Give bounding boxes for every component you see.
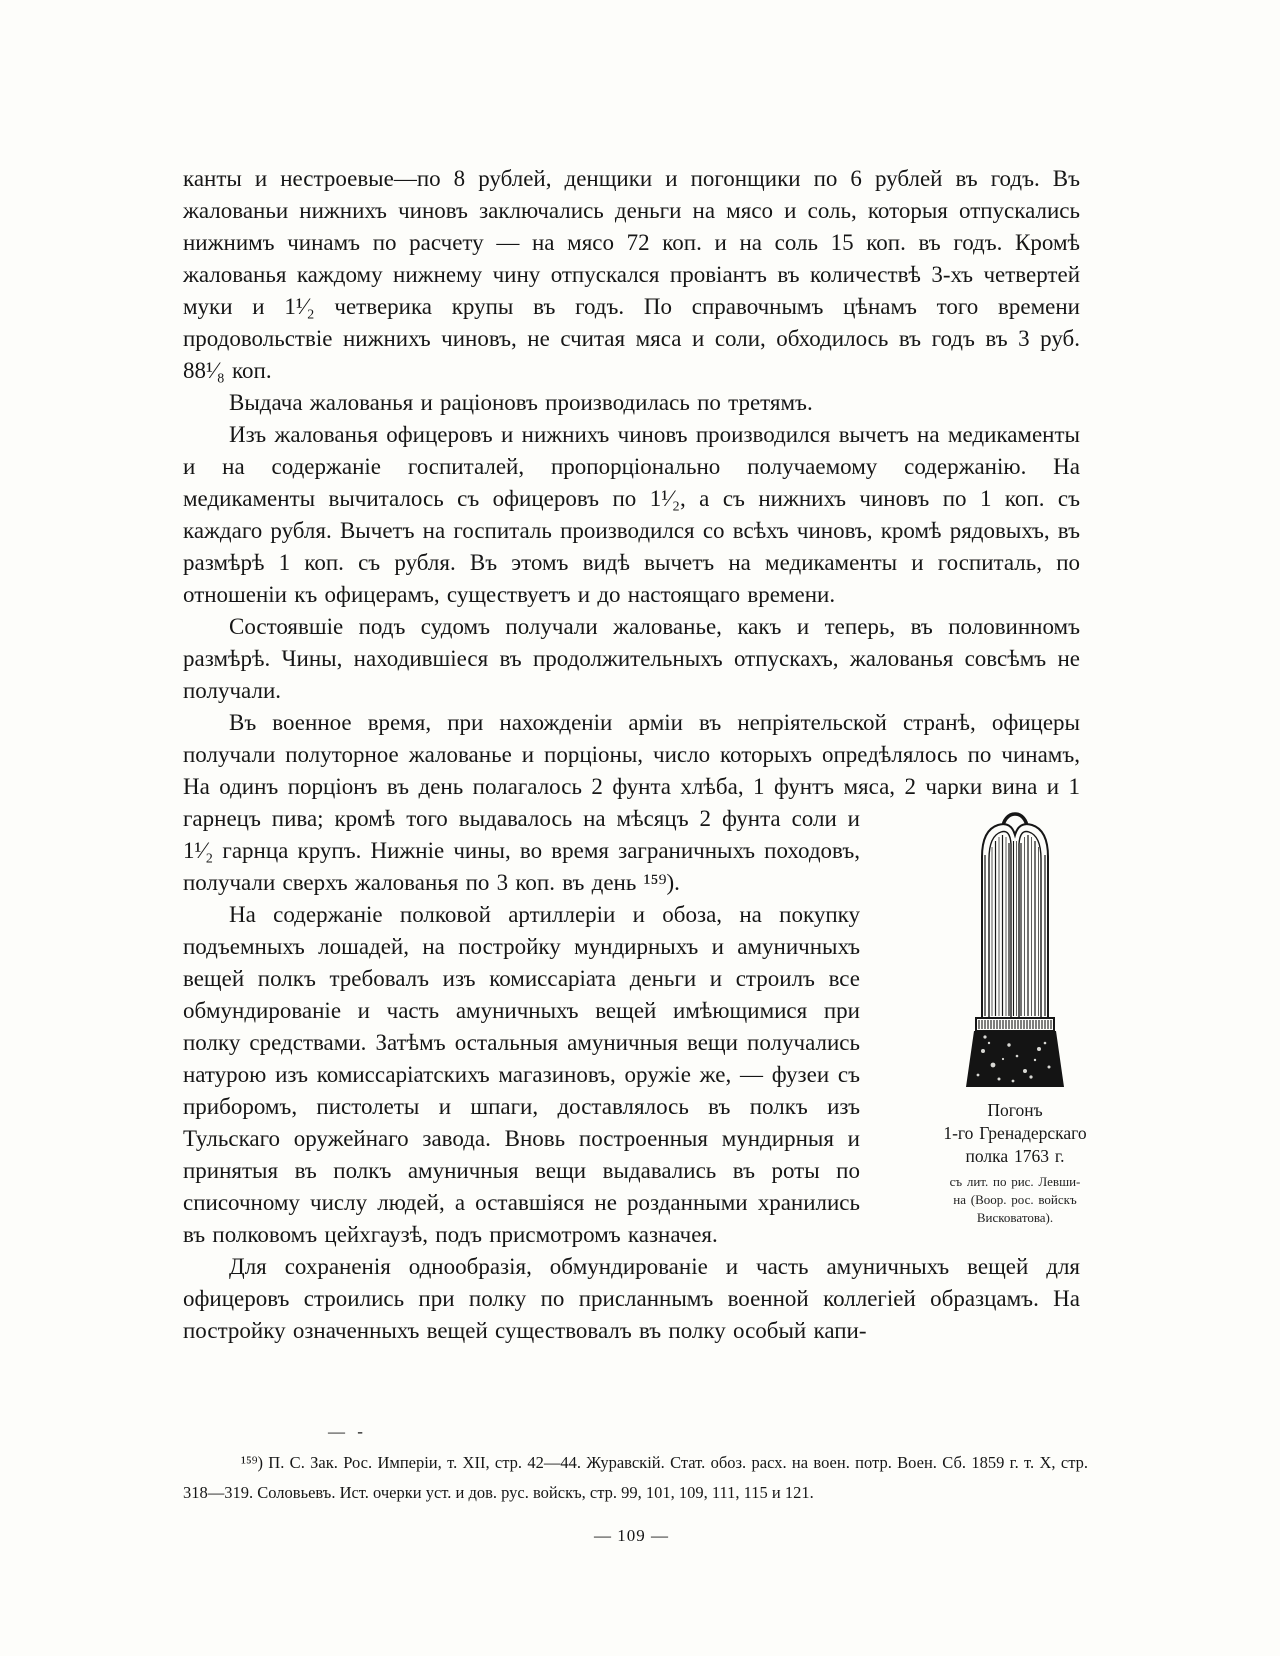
- paragraph-2: Выдача жалованья и раціоновъ производилась по третямъ.: [229, 390, 813, 415]
- paragraph-5-part-2: соли и 1¹⁄₂ гарнца крупъ. Нижніе чины, во время заграничныхъ походовъ, получали сверхъ жалованья по 3 коп. въ день ¹⁵⁹).: [183, 806, 860, 895]
- paragraph-3: Изъ жалованья офицеровъ и нижнихъ чиновъ производился вычетъ на медикаменты и на содержаніе госпиталей, пропорціонально получаемому содержанію. На медикаменты вычиталось съ офицеровъ по 1¹⁄₂, а съ нижнихъ чиновъ по 1 коп. съ каждаго рубля. Вычетъ на госпиталь производился со всѣхъ чиновъ, кромѣ рядовыхъ, въ размѣрѣ 1 коп. съ рубля. Въ этомъ видѣ вычетъ на медикаменты и госпиталь, по отношеніи къ офицерамъ, существуетъ и до настоящаго времени.: [183, 422, 1080, 607]
- figure-caption-line: 1-го Гренадерскаго: [943, 1123, 1087, 1143]
- footnote: ¹⁵⁹) П. С. Зак. Рос. Имперіи, т. XII, стр. 42—44. Журавскій. Стат. обоз. расх. на воен. потр. Воен. Сб. 1859 г. т. X, стр. 318—319. Соловьевъ. Ист. очерки уст. и дов. рус. войскъ, стр. 99, 101, 109, 111, 115 и 121.: [183, 1453, 1088, 1502]
- paragraph-5-part-1: Въ военное время, при нахожденіи арміи въ непріятельской странѣ, офицеры получали полуторное жалованье и порціоны, число которыхъ опредѣлялось по чинамъ, На одинъ порціонъ въ день полагалось 2 фунта хлѣба, 1 фунтъ мяса, 2 чарки вина и 1 гарнецъ пива; кромѣ того выдавалось на мѣсяцъ 2 фунта: [183, 710, 1080, 831]
- figure-caption: [880, 1099, 1150, 1168]
- footnote-separator: — -: [328, 1422, 367, 1441]
- figure-epaulette: [880, 807, 1150, 1227]
- figure-caption-line: полка 1763 г.: [965, 1146, 1065, 1166]
- figure-credit-line: Висковатова).: [976, 1210, 1054, 1225]
- figure-credit-line: на (Воор. рос. войскъ: [953, 1192, 1077, 1207]
- page-number: — 109 —: [594, 1526, 669, 1545]
- epaulette-illustration: [965, 807, 1065, 1089]
- figure-credit: [880, 1173, 1150, 1227]
- body-text: [183, 163, 1087, 1347]
- paragraph-6: На содержаніе полковой артиллеріи и обоза, на покупку подъемныхъ лошадей, на постройку мундирныхъ и амуничныхъ вещей полкъ требовалъ изъ комиссаріата деньги и строилъ все обмундированіе и часть амуничныхъ вещей имѣющимися при полку средствами. Затѣмъ остальныя амуничныя вещи получались натурою изъ комиссаріатскихъ магазиновъ, оружіе же, — фузеи съ приборомъ, пистолеты и шпаги, доставлялось въ полкъ изъ Тульскаго оружейнаго завода. Вновь построенныя мундирныя и принятыя въ полкъ амуничныя вещи выдавались въ роты по списочному числу людей, а оставшіяся не розданными хранились въ полковомъ цейхгаузѣ, подъ присмотромъ казначея.: [183, 902, 860, 1247]
- paragraph-4: Состоявшіе подъ судомъ получали жалованье, какъ и теперь, въ половинномъ размѣрѣ. Чины, находившіеся въ продолжительныхъ отпускахъ, жалованья совсѣмъ не получали.: [183, 614, 1080, 703]
- figure-credit-line: съ лит. по рис. Левши-: [949, 1174, 1081, 1189]
- figure-caption-line: Погонъ: [987, 1100, 1043, 1120]
- paragraph-7: Для сохраненія однообразія, обмундированіе и часть амуничныхъ вещей для офицеровъ строились при полку по присланнымъ военной коллегіей образцамъ. На постройку означенныхъ вещей существовалъ въ полку особый капи-: [183, 1254, 1080, 1343]
- paragraph-1: канты и нестроевые—по 8 рублей, денщики и погонщики по 6 рублей въ годъ. Въ жалованьи нижнихъ чиновъ заключались деньги на мясо и соль, которыя отпускались нижнимъ чинамъ по расчету — на мясо 72 коп. и на соль 15 коп. въ годъ. Кромѣ жалованья каждому нижнему чину отпускался провіантъ въ количествѣ 3-хъ четвертей муки и 1¹⁄₂ четверика крупы въ годъ. По справочнымъ цѣнамъ того времени продовольствіе нижнихъ чиновъ, не считая мяса и соли, обходилось въ годъ въ 3 руб. 88¹⁄₈ коп.: [183, 166, 1080, 383]
